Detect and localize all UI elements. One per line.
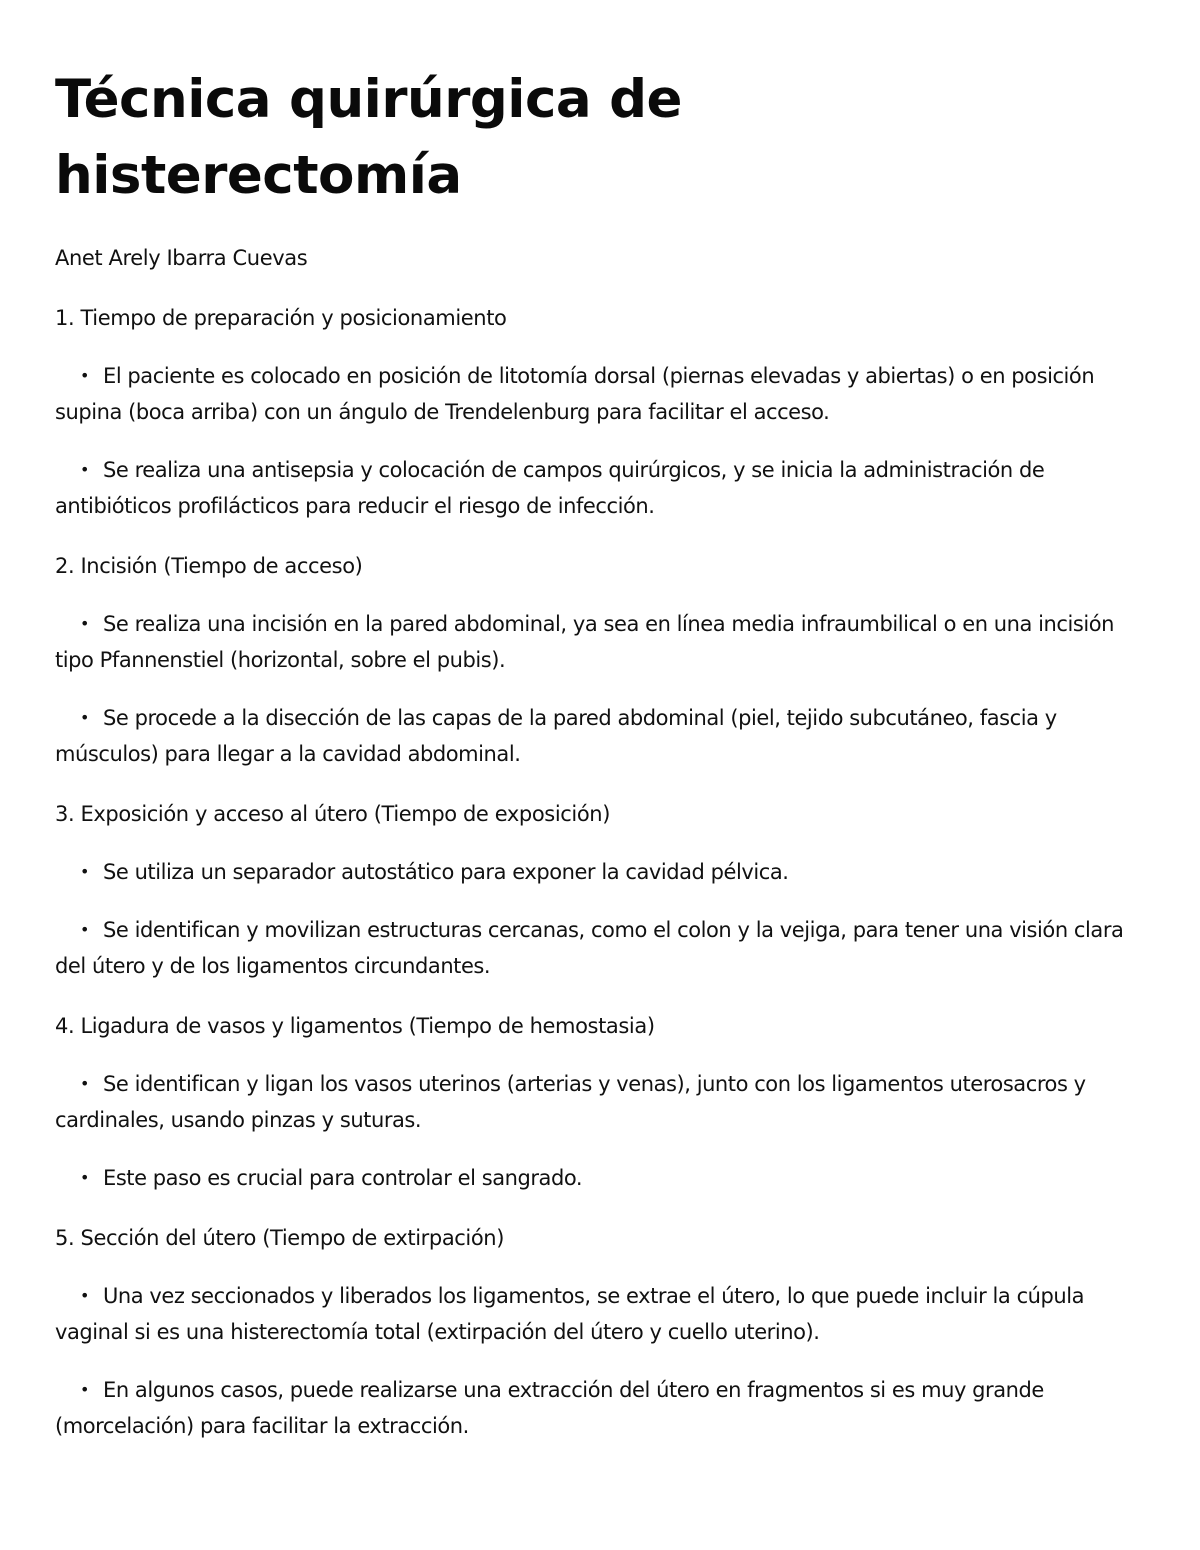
bullet-icon: •: [80, 708, 89, 727]
title-line-1: Técnica quirúrgica de: [55, 69, 682, 130]
section-heading-4: 4. Ligadura de vasos y ligamentos (Tiempo de hemostasia): [55, 1014, 655, 1038]
bullet-item: [55, 1066, 1150, 1138]
bullet-text: El paciente es colocado en posición de litotomía dorsal (piernas elevadas y abiertas) o en posición supina (boca arriba) con un ángulo de Trendelenburg para facilitar el acceso.: [55, 364, 1095, 424]
bullet-icon: •: [80, 1380, 89, 1399]
bullet-text: Este paso es crucial para controlar el sangrado.: [103, 1166, 583, 1190]
bullet-item: [55, 452, 1150, 524]
section-heading-3: 3. Exposición y acceso al útero (Tiempo de exposición): [55, 802, 610, 826]
bullet-item: [55, 358, 1150, 430]
bullet-icon: •: [80, 862, 89, 881]
bullet-text: Se realiza una antisepsia y colocación de campos quirúrgicos, y se inicia la administración de antibióticos profilácticos para reducir el riesgo de infección.: [55, 458, 1045, 518]
bullet-item: [55, 606, 1150, 678]
bullet-icon: •: [80, 920, 89, 939]
bullet-text: Se utiliza un separador autostático para exponer la cavidad pélvica.: [103, 860, 789, 884]
section-heading-2: 2. Incisión (Tiempo de acceso): [55, 554, 363, 578]
author-name: Anet Arely Ibarra Cuevas: [55, 246, 308, 270]
bullet-item: [55, 1278, 1150, 1350]
bullet-icon: •: [80, 366, 89, 385]
bullet-icon: •: [80, 1168, 89, 1187]
bullet-text: En algunos casos, puede realizarse una extracción del útero en fragmentos si es muy grande (morcelación) para facilitar la extracción.: [55, 1378, 1044, 1438]
bullet-text: Una vez seccionados y liberados los ligamentos, se extrae el útero, lo que puede incluir la cúpula vaginal si es una histerectomía total (extirpación del útero y cuello uterino).: [55, 1284, 1085, 1344]
bullet-icon: •: [80, 1074, 89, 1093]
title-line-2: histerectomía: [55, 145, 462, 206]
bullet-item: [55, 854, 1150, 890]
bullet-item: [55, 912, 1150, 984]
bullet-item: [55, 1160, 1150, 1196]
section-heading-5: 5. Sección del útero (Tiempo de extirpación): [55, 1226, 505, 1250]
bullet-text: Se identifican y movilizan estructuras cercanas, como el colon y la vejiga, para tener una visión clara del útero y de los ligamentos circundantes.: [55, 918, 1124, 978]
document-page: [55, 62, 1150, 1444]
bullet-icon: •: [80, 614, 89, 633]
bullet-icon: •: [80, 460, 89, 479]
bullet-item: [55, 700, 1150, 772]
bullet-text: Se realiza una incisión en la pared abdominal, ya sea en línea media infraumbilical o en una incisión tipo Pfannenstiel (horizontal, sobre el pubis).: [55, 612, 1114, 672]
bullet-item: [55, 1372, 1150, 1444]
bullet-text: Se identifican y ligan los vasos uterinos (arterias y venas), junto con los ligamentos uterosacros y cardinales, usando pinzas y suturas.: [55, 1072, 1086, 1132]
bullet-icon: •: [80, 1286, 89, 1305]
section-heading-1: 1. Tiempo de preparación y posicionamiento: [55, 306, 507, 330]
document-title: [55, 62, 1150, 214]
bullet-text: Se procede a la disección de las capas de la pared abdominal (piel, tejido subcutáneo, fascia y músculos) para llegar a la cavidad abdominal.: [55, 706, 1057, 766]
